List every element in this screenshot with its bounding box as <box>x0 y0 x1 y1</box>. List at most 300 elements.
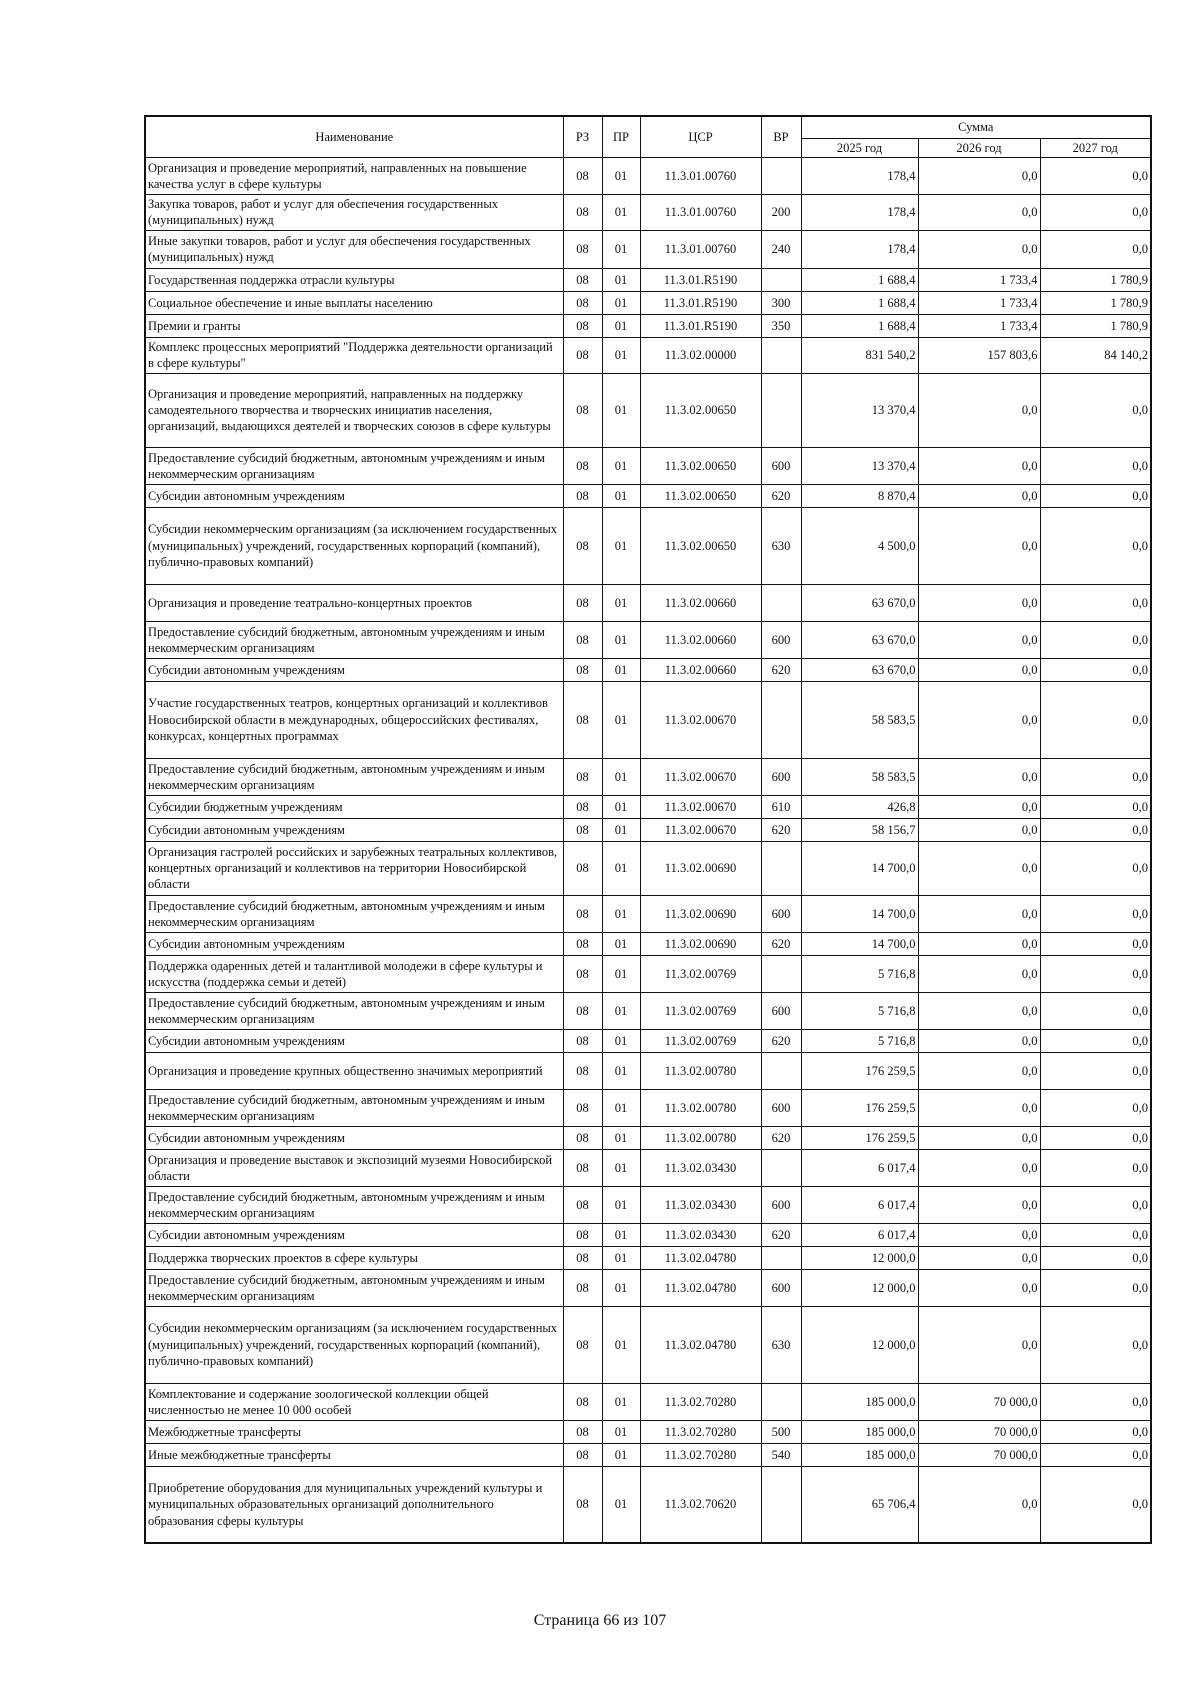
row-vr: 620 <box>761 932 801 955</box>
row-sum-2025: 176 259,5 <box>801 1089 918 1126</box>
row-vr: 600 <box>761 1089 801 1126</box>
row-sum-2027: 0,0 <box>1040 1443 1151 1466</box>
row-sum-2027: 0,0 <box>1040 373 1151 447</box>
row-sum-2025: 14 700,0 <box>801 895 918 932</box>
table-row <box>145 337 1151 373</box>
row-name: Субсидии автономным учреждениям <box>145 1223 563 1246</box>
row-sum-2026: 1 733,4 <box>918 291 1040 314</box>
row-sum-2025: 831 540,2 <box>801 337 918 373</box>
row-csr: 11.3.02.00769 <box>640 1029 761 1052</box>
row-csr: 11.3.01.R5190 <box>640 268 761 291</box>
table-body <box>145 157 1151 1543</box>
row-rz: 08 <box>563 337 602 373</box>
row-pr: 01 <box>602 1383 640 1420</box>
row-sum-2025: 5 716,8 <box>801 955 918 992</box>
row-sum-2025: 5 716,8 <box>801 992 918 1029</box>
row-rz: 08 <box>563 795 602 818</box>
budget-table <box>144 115 1152 1544</box>
row-rz: 08 <box>563 447 602 484</box>
row-pr: 01 <box>602 1223 640 1246</box>
row-sum-2027: 0,0 <box>1040 1223 1151 1246</box>
row-sum-2025: 65 706,4 <box>801 1466 918 1543</box>
row-vr: 600 <box>761 992 801 1029</box>
row-sum-2027: 0,0 <box>1040 157 1151 194</box>
row-name: Субсидии некоммерческим организациям (за исключением государственных (муниципальных) учреждений, государственных корпораций (компаний), публично-правовых компаний) <box>145 1306 563 1383</box>
table-row <box>145 507 1151 584</box>
row-vr: 620 <box>761 658 801 681</box>
row-sum-2026: 0,0 <box>918 658 1040 681</box>
row-name: Субсидии автономным учреждениям <box>145 484 563 507</box>
header-name: Наименование <box>145 116 563 157</box>
header-rz: РЗ <box>563 116 602 157</box>
row-name: Комплекс процессных мероприятий "Поддержка деятельности организаций в сфере культуры" <box>145 337 563 373</box>
row-sum-2026: 0,0 <box>918 681 1040 758</box>
row-sum-2026: 70 000,0 <box>918 1443 1040 1466</box>
row-sum-2027: 0,0 <box>1040 1029 1151 1052</box>
table-row <box>145 230 1151 268</box>
row-name: Предоставление субсидий бюджетным, автономным учреждениям и иным некоммерческим организациям <box>145 1089 563 1126</box>
row-rz: 08 <box>563 194 602 230</box>
row-sum-2027: 0,0 <box>1040 621 1151 658</box>
row-sum-2026: 0,0 <box>918 1126 1040 1149</box>
row-csr: 11.3.02.04780 <box>640 1246 761 1269</box>
row-sum-2026: 0,0 <box>918 895 1040 932</box>
row-sum-2026: 0,0 <box>918 955 1040 992</box>
header-vr: ВР <box>761 116 801 157</box>
row-sum-2026: 70 000,0 <box>918 1420 1040 1443</box>
row-vr: 300 <box>761 291 801 314</box>
row-sum-2026: 0,0 <box>918 621 1040 658</box>
table-row <box>145 447 1151 484</box>
row-pr: 01 <box>602 658 640 681</box>
row-rz: 08 <box>563 841 602 895</box>
row-sum-2027: 0,0 <box>1040 1149 1151 1186</box>
row-csr: 11.3.02.03430 <box>640 1186 761 1223</box>
row-sum-2025: 63 670,0 <box>801 658 918 681</box>
row-csr: 11.3.02.70620 <box>640 1466 761 1543</box>
table-row <box>145 1126 1151 1149</box>
row-sum-2026: 0,0 <box>918 795 1040 818</box>
row-name: Субсидии автономным учреждениям <box>145 1029 563 1052</box>
table-row <box>145 1269 1151 1306</box>
header-pr: ПР <box>602 116 640 157</box>
row-name: Поддержка одаренных детей и талантливой молодежи в сфере культуры и искусства (поддержка семьи и детей) <box>145 955 563 992</box>
row-name: Субсидии бюджетным учреждениям <box>145 795 563 818</box>
row-pr: 01 <box>602 818 640 841</box>
row-sum-2027: 0,0 <box>1040 1420 1151 1443</box>
row-sum-2026: 0,0 <box>918 230 1040 268</box>
table-row <box>145 818 1151 841</box>
row-sum-2027: 0,0 <box>1040 484 1151 507</box>
row-name: Социальное обеспечение и иные выплаты населению <box>145 291 563 314</box>
table-row <box>145 314 1151 337</box>
row-name: Организация и проведение театрально-концертных проектов <box>145 584 563 621</box>
row-vr <box>761 373 801 447</box>
row-sum-2027: 0,0 <box>1040 758 1151 795</box>
row-sum-2027: 0,0 <box>1040 584 1151 621</box>
row-rz: 08 <box>563 1052 602 1089</box>
table-row <box>145 932 1151 955</box>
row-name: Организация и проведение мероприятий, направленных на повышение качества услуг в сфере культуры <box>145 157 563 194</box>
row-rz: 08 <box>563 1126 602 1149</box>
row-sum-2026: 0,0 <box>918 157 1040 194</box>
table-row <box>145 291 1151 314</box>
row-sum-2025: 185 000,0 <box>801 1383 918 1420</box>
row-sum-2025: 8 870,4 <box>801 484 918 507</box>
row-pr: 01 <box>602 795 640 818</box>
row-pr: 01 <box>602 507 640 584</box>
row-csr: 11.3.02.00650 <box>640 373 761 447</box>
row-sum-2027: 0,0 <box>1040 194 1151 230</box>
row-name: Организация гастролей российских и зарубежных театральных коллективов, концертных организаций и коллективов на территории Новосибирской области <box>145 841 563 895</box>
row-pr: 01 <box>602 895 640 932</box>
row-sum-2027: 0,0 <box>1040 1246 1151 1269</box>
table-row <box>145 1466 1151 1543</box>
table-row <box>145 584 1151 621</box>
row-csr: 11.3.02.70280 <box>640 1420 761 1443</box>
row-vr <box>761 337 801 373</box>
row-name: Субсидии автономным учреждениям <box>145 1126 563 1149</box>
row-sum-2026: 0,0 <box>918 1052 1040 1089</box>
row-sum-2026: 0,0 <box>918 584 1040 621</box>
row-sum-2027: 0,0 <box>1040 681 1151 758</box>
table-row <box>145 484 1151 507</box>
row-pr: 01 <box>602 291 640 314</box>
row-sum-2025: 426,8 <box>801 795 918 818</box>
row-sum-2026: 0,0 <box>918 758 1040 795</box>
row-sum-2027: 0,0 <box>1040 895 1151 932</box>
table-row <box>145 1186 1151 1223</box>
row-name: Поддержка творческих проектов в сфере культуры <box>145 1246 563 1269</box>
row-rz: 08 <box>563 658 602 681</box>
row-name: Субсидии автономным учреждениям <box>145 818 563 841</box>
row-vr: 610 <box>761 795 801 818</box>
row-sum-2026: 1 733,4 <box>918 314 1040 337</box>
row-name: Предоставление субсидий бюджетным, автономным учреждениям и иным некоммерческим организациям <box>145 758 563 795</box>
row-sum-2025: 176 259,5 <box>801 1126 918 1149</box>
table-row <box>145 1420 1151 1443</box>
row-pr: 01 <box>602 484 640 507</box>
table-row <box>145 895 1151 932</box>
row-sum-2025: 13 370,4 <box>801 447 918 484</box>
row-sum-2025: 58 156,7 <box>801 818 918 841</box>
row-pr: 01 <box>602 584 640 621</box>
row-rz: 08 <box>563 1029 602 1052</box>
row-sum-2026: 0,0 <box>918 507 1040 584</box>
row-sum-2027: 0,0 <box>1040 841 1151 895</box>
row-sum-2026: 0,0 <box>918 1306 1040 1383</box>
row-vr: 620 <box>761 1126 801 1149</box>
row-rz: 08 <box>563 621 602 658</box>
row-sum-2025: 12 000,0 <box>801 1306 918 1383</box>
row-sum-2026: 0,0 <box>918 992 1040 1029</box>
table-row <box>145 1306 1151 1383</box>
row-rz: 08 <box>563 1223 602 1246</box>
row-sum-2026: 0,0 <box>918 841 1040 895</box>
row-pr: 01 <box>602 194 640 230</box>
row-sum-2027: 0,0 <box>1040 1466 1151 1543</box>
row-pr: 01 <box>602 1269 640 1306</box>
row-pr: 01 <box>602 157 640 194</box>
row-sum-2026: 0,0 <box>918 447 1040 484</box>
row-rz: 08 <box>563 1306 602 1383</box>
row-rz: 08 <box>563 157 602 194</box>
header-year-2027: 2027 год <box>1040 138 1151 157</box>
row-rz: 08 <box>563 1420 602 1443</box>
row-sum-2025: 1 688,4 <box>801 291 918 314</box>
row-sum-2025: 1 688,4 <box>801 268 918 291</box>
row-vr <box>761 841 801 895</box>
table-row <box>145 1149 1151 1186</box>
row-vr: 630 <box>761 507 801 584</box>
row-rz: 08 <box>563 230 602 268</box>
row-pr: 01 <box>602 1246 640 1269</box>
table-row <box>145 955 1151 992</box>
row-pr: 01 <box>602 1149 640 1186</box>
row-rz: 08 <box>563 484 602 507</box>
table-row <box>145 1052 1151 1089</box>
row-vr: 620 <box>761 1223 801 1246</box>
row-csr: 11.3.02.00670 <box>640 758 761 795</box>
row-name: Организация и проведение крупных общественно значимых мероприятий <box>145 1052 563 1089</box>
table-row <box>145 658 1151 681</box>
row-sum-2026: 1 733,4 <box>918 268 1040 291</box>
row-vr: 620 <box>761 484 801 507</box>
row-sum-2025: 185 000,0 <box>801 1420 918 1443</box>
row-name: Межбюджетные трансферты <box>145 1420 563 1443</box>
row-vr: 600 <box>761 758 801 795</box>
page-number: Страница 66 из 107 <box>533 1612 667 1629</box>
header-sum: Сумма <box>801 116 1151 138</box>
row-name: Государственная поддержка отрасли культуры <box>145 268 563 291</box>
row-pr: 01 <box>602 1466 640 1543</box>
row-pr: 01 <box>602 758 640 795</box>
row-pr: 01 <box>602 1443 640 1466</box>
row-name: Предоставление субсидий бюджетным, автономным учреждениям и иным некоммерческим организациям <box>145 1186 563 1223</box>
row-name: Субсидии некоммерческим организациям (за исключением государственных (муниципальных) учреждений, государственных корпораций (компаний), публично-правовых компаний) <box>145 507 563 584</box>
row-rz: 08 <box>563 681 602 758</box>
row-pr: 01 <box>602 841 640 895</box>
row-vr <box>761 584 801 621</box>
row-name: Комплектование и содержание зоологической коллекции общей численностью не менее 10 000 особей <box>145 1383 563 1420</box>
row-sum-2026: 0,0 <box>918 1149 1040 1186</box>
row-csr: 11.3.02.04780 <box>640 1269 761 1306</box>
row-rz: 08 <box>563 1089 602 1126</box>
row-csr: 11.3.02.04780 <box>640 1306 761 1383</box>
row-rz: 08 <box>563 758 602 795</box>
row-name: Участие государственных театров, концертных организаций и коллективов Новосибирской области в международных, общероссийских фестивалях, конкурсах, концертных программах <box>145 681 563 758</box>
row-rz: 08 <box>563 955 602 992</box>
row-sum-2027: 1 780,9 <box>1040 291 1151 314</box>
row-sum-2025: 14 700,0 <box>801 932 918 955</box>
row-csr: 11.3.02.00780 <box>640 1052 761 1089</box>
row-sum-2025: 6 017,4 <box>801 1223 918 1246</box>
row-name: Предоставление субсидий бюджетным, автономным учреждениям и иным некоммерческим организациям <box>145 895 563 932</box>
row-sum-2027: 0,0 <box>1040 955 1151 992</box>
row-rz: 08 <box>563 895 602 932</box>
row-rz: 08 <box>563 1186 602 1223</box>
row-csr: 11.3.02.03430 <box>640 1149 761 1186</box>
row-sum-2025: 5 716,8 <box>801 1029 918 1052</box>
row-sum-2025: 185 000,0 <box>801 1443 918 1466</box>
row-vr: 240 <box>761 230 801 268</box>
table-row <box>145 1443 1151 1466</box>
row-name: Приобретение оборудования для муниципальных учреждений культуры и муниципальных образовательных организаций дополнительного образования сферы культуры <box>145 1466 563 1543</box>
row-sum-2027: 0,0 <box>1040 932 1151 955</box>
row-csr: 11.3.02.00650 <box>640 507 761 584</box>
row-pr: 01 <box>602 230 640 268</box>
row-name: Организация и проведение мероприятий, направленных на поддержку самодеятельного творчества и творческих инициатив населения, организаций, выдающихся деятелей и творческих союзов в сфере культуры <box>145 373 563 447</box>
row-sum-2027: 1 780,9 <box>1040 314 1151 337</box>
row-rz: 08 <box>563 932 602 955</box>
row-rz: 08 <box>563 1149 602 1186</box>
row-csr: 11.3.02.00690 <box>640 932 761 955</box>
header-csr: ЦСР <box>640 116 761 157</box>
row-vr <box>761 1466 801 1543</box>
header-year-2026: 2026 год <box>918 138 1040 157</box>
row-rz: 08 <box>563 1383 602 1420</box>
table-row <box>145 841 1151 895</box>
row-sum-2027: 84 140,2 <box>1040 337 1151 373</box>
row-pr: 01 <box>602 1089 640 1126</box>
row-pr: 01 <box>602 1029 640 1052</box>
row-vr: 600 <box>761 621 801 658</box>
row-pr: 01 <box>602 373 640 447</box>
row-csr: 11.3.01.00760 <box>640 230 761 268</box>
row-vr <box>761 1383 801 1420</box>
row-pr: 01 <box>602 447 640 484</box>
row-rz: 08 <box>563 584 602 621</box>
row-csr: 11.3.02.00660 <box>640 621 761 658</box>
row-sum-2027: 0,0 <box>1040 818 1151 841</box>
row-sum-2025: 176 259,5 <box>801 1052 918 1089</box>
row-name: Предоставление субсидий бюджетным, автономным учреждениям и иным некоммерческим организациям <box>145 992 563 1029</box>
row-rz: 08 <box>563 1443 602 1466</box>
row-pr: 01 <box>602 314 640 337</box>
row-pr: 01 <box>602 992 640 1029</box>
row-pr: 01 <box>602 268 640 291</box>
row-csr: 11.3.01.00760 <box>640 194 761 230</box>
row-vr: 600 <box>761 1186 801 1223</box>
row-sum-2026: 0,0 <box>918 932 1040 955</box>
row-vr <box>761 955 801 992</box>
row-sum-2027: 0,0 <box>1040 1383 1151 1420</box>
row-pr: 01 <box>602 1052 640 1089</box>
row-sum-2027: 0,0 <box>1040 1186 1151 1223</box>
row-sum-2027: 0,0 <box>1040 1126 1151 1149</box>
row-pr: 01 <box>602 932 640 955</box>
row-pr: 01 <box>602 621 640 658</box>
row-csr: 11.3.01.R5190 <box>640 314 761 337</box>
row-sum-2025: 14 700,0 <box>801 841 918 895</box>
row-vr <box>761 681 801 758</box>
table-row <box>145 681 1151 758</box>
row-sum-2027: 0,0 <box>1040 658 1151 681</box>
row-csr: 11.3.02.03430 <box>640 1223 761 1246</box>
table-row <box>145 194 1151 230</box>
row-csr: 11.3.02.00780 <box>640 1126 761 1149</box>
row-sum-2027: 0,0 <box>1040 230 1151 268</box>
row-vr: 600 <box>761 895 801 932</box>
row-csr: 11.3.02.00660 <box>640 584 761 621</box>
row-sum-2026: 0,0 <box>918 818 1040 841</box>
row-sum-2027: 0,0 <box>1040 1306 1151 1383</box>
row-vr <box>761 1052 801 1089</box>
row-sum-2026: 0,0 <box>918 1269 1040 1306</box>
row-vr: 600 <box>761 447 801 484</box>
table-row <box>145 1029 1151 1052</box>
row-csr: 11.3.01.00760 <box>640 157 761 194</box>
row-sum-2026: 0,0 <box>918 194 1040 230</box>
row-name: Закупка товаров, работ и услуг для обеспечения государственных (муниципальных) нужд <box>145 194 563 230</box>
row-rz: 08 <box>563 268 602 291</box>
row-csr: 11.3.02.00650 <box>640 447 761 484</box>
row-csr: 11.3.02.00690 <box>640 841 761 895</box>
row-sum-2025: 6 017,4 <box>801 1186 918 1223</box>
row-csr: 11.3.02.00780 <box>640 1089 761 1126</box>
row-sum-2025: 178,4 <box>801 157 918 194</box>
row-vr: 540 <box>761 1443 801 1466</box>
row-sum-2025: 13 370,4 <box>801 373 918 447</box>
row-rz: 08 <box>563 818 602 841</box>
row-sum-2026: 0,0 <box>918 1089 1040 1126</box>
row-sum-2026: 0,0 <box>918 1223 1040 1246</box>
table-row <box>145 373 1151 447</box>
row-rz: 08 <box>563 373 602 447</box>
row-sum-2025: 178,4 <box>801 194 918 230</box>
row-vr: 350 <box>761 314 801 337</box>
row-vr <box>761 268 801 291</box>
row-sum-2026: 0,0 <box>918 1186 1040 1223</box>
table-row <box>145 1246 1151 1269</box>
row-sum-2026: 0,0 <box>918 373 1040 447</box>
row-csr: 11.3.02.00769 <box>640 955 761 992</box>
row-sum-2025: 1 688,4 <box>801 314 918 337</box>
row-name: Премии и гранты <box>145 314 563 337</box>
table-row <box>145 621 1151 658</box>
row-rz: 08 <box>563 992 602 1029</box>
row-pr: 01 <box>602 1126 640 1149</box>
table-row <box>145 992 1151 1029</box>
row-sum-2027: 1 780,9 <box>1040 268 1151 291</box>
table-row <box>145 795 1151 818</box>
row-rz: 08 <box>563 507 602 584</box>
row-sum-2025: 178,4 <box>801 230 918 268</box>
row-csr: 11.3.02.70280 <box>640 1443 761 1466</box>
row-sum-2026: 157 803,6 <box>918 337 1040 373</box>
header-row <box>145 116 1151 138</box>
row-sum-2025: 58 583,5 <box>801 681 918 758</box>
row-sum-2025: 4 500,0 <box>801 507 918 584</box>
row-csr: 11.3.02.70280 <box>640 1383 761 1420</box>
row-name: Предоставление субсидий бюджетным, автономным учреждениям и иным некоммерческим организациям <box>145 1269 563 1306</box>
row-sum-2026: 0,0 <box>918 1246 1040 1269</box>
row-sum-2027: 0,0 <box>1040 992 1151 1029</box>
row-sum-2027: 0,0 <box>1040 447 1151 484</box>
row-rz: 08 <box>563 1269 602 1306</box>
row-vr: 500 <box>761 1420 801 1443</box>
row-sum-2027: 0,0 <box>1040 1089 1151 1126</box>
row-sum-2025: 63 670,0 <box>801 584 918 621</box>
row-vr <box>761 157 801 194</box>
table-row <box>145 1089 1151 1126</box>
row-sum-2027: 0,0 <box>1040 1052 1151 1089</box>
row-vr: 630 <box>761 1306 801 1383</box>
row-sum-2026: 0,0 <box>918 1029 1040 1052</box>
row-csr: 11.3.02.00000 <box>640 337 761 373</box>
row-pr: 01 <box>602 1186 640 1223</box>
row-pr: 01 <box>602 681 640 758</box>
